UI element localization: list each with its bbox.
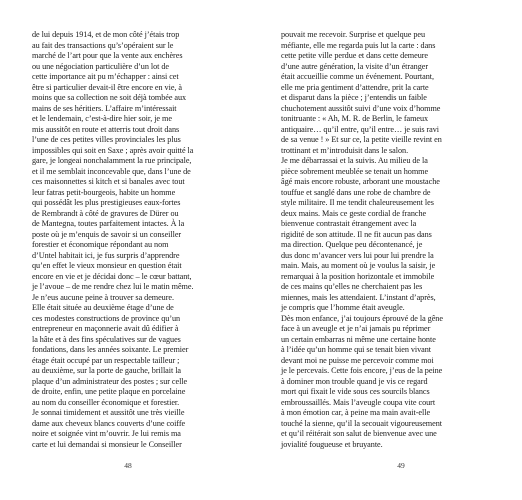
text-line: elle me pria gentiment d’attendre, prit la carte (281, 82, 429, 92)
text-line: au deuxième, sur la porte de gauche, brillait la (32, 366, 182, 375)
text-line: l’une de ces petites villes provinciales les plus (32, 135, 181, 144)
text-line: de Rembrandt à côté de gravures de Dürer ou (32, 208, 179, 218)
text-line: entrepreneur en maçonnerie avait dû édifier à (32, 324, 179, 333)
text-line: pouvait me recevoir. Surprise et quelque peu (281, 30, 425, 39)
text-line: tonitruante : « Ah, M. R. de Berlin, le fameux (281, 114, 429, 123)
text-line: mis aussitôt en route et atterris tout droit dans (32, 124, 180, 134)
text-line: de lui depuis 1914, et de mon côté j’étais trop (32, 30, 180, 39)
text-line: Dès mon enfance, j’ai toujours éprouvé de la gêne (281, 313, 443, 323)
text-line: ces modestes constructions de province qu’un (32, 313, 181, 323)
text-line: chuchotement aussitôt suivi d’une voix d’homme (281, 103, 441, 113)
text-line: de sa venue ! » Et sur ce, la petite vieille revint en (281, 135, 442, 144)
text-line: qui possédât les plus prestigieuses eaux-fortes (32, 198, 181, 207)
text-line: devant moi ne puisse me percevoir comme moi (281, 355, 434, 365)
text-line: de droite, enfin, une petite plaque en porcelaine (32, 387, 186, 396)
text-line: bienvenue contrastait étrangement avec la (281, 219, 417, 228)
text-line: encore en vie et je décidai donc – le cœur battant, (32, 271, 192, 281)
text-line: forestier et économique répondant au nom (32, 240, 169, 249)
text-line: au fait des transactions qu’s’opéraient sur le (32, 40, 174, 50)
text-line: Je sonnai timidement et aussitôt une très vieille (32, 408, 185, 417)
text-line: la hâte et à des fins spéculatives sur de vagues (32, 334, 181, 344)
text-line: âgé mais encore robuste, arborant une moustache (281, 177, 440, 186)
text-line: miennes, mais les attendaient. L’instant d’après, (281, 292, 436, 302)
text-line: Je n’eus aucune peine à trouver sa demeure. (32, 292, 174, 302)
text-line: style militaire. Il me tendit chaleureusement les (281, 198, 434, 207)
text-line: touffue et sanglé dans une robe de chambre de (281, 187, 431, 197)
right-page (261, 0, 522, 500)
text-line: un certain embarras ni même une certaine honte (281, 334, 436, 344)
text-line: de Mantegna, toutes parfaitement intactes. À la (32, 219, 185, 228)
text-line: de ces mains qu’elles ne cherchaient pas les (281, 282, 423, 291)
text-line: ces maisonnettes si kitch et si banales avec tout (32, 177, 185, 186)
text-line: moins que sa collection ne soit déjà tombée aux (32, 93, 187, 102)
text-line: et le lendemain, c’est-à-dire hier soir, je me (32, 114, 172, 123)
text-line: gare, je longeai nonchalamment la rue principale, (32, 156, 192, 165)
text-line: impossibles qui soit en Saxe ; après avoir quitté la (32, 145, 194, 155)
text-line: face à un aveugle et je n’ai jamais pu réprimer (281, 324, 431, 333)
text-line: deux mains. Mais ce geste cordial de franche (281, 208, 427, 218)
text-line: était accueillie comme un événement. Pourtant, (281, 72, 434, 81)
text-line: touché la sienne, qu’il la secouait vigoureusement (281, 418, 442, 428)
text-line: dame aux cheveux blancs couverts d’une coiffe (32, 418, 186, 428)
text-line: cette importance ait pu m’échapper : ainsi cet (32, 72, 179, 81)
text-line: qu’en effet le vieux monsieur en question était (32, 261, 182, 270)
text-line: carte et lui demandai si monsieur le Conseiller (32, 439, 182, 449)
text-line: mort qui fixait le vide sous ces sourcils blancs (281, 387, 430, 396)
left-page-number: 48 (124, 461, 132, 470)
text-line: fondations, dans les années soixante. Le premier (32, 345, 189, 354)
text-line: je l’avoue – de me rendre chez lui le matin même. (32, 282, 194, 291)
text-line: étage était occupé par un respectable tailleur ; (32, 355, 180, 365)
right-page-text (281, 30, 443, 450)
text-line: jovialité fougueuse et bruyante. (281, 439, 383, 449)
text-line: d’une autre génération, la visite d’un étranger (281, 61, 429, 71)
text-line: ou une négociation particulière d’un lot de (32, 61, 169, 71)
text-line: méfiante, elle me regarda puis lut la carte : dans (281, 40, 436, 50)
text-line: embroussaillés. Mais l’aveugle coupa vite court (281, 397, 436, 407)
text-line: main. Mais, au moment où je voulus la saisir, je (281, 261, 436, 270)
text-line: poste où je m’enquis de savoir si un conseiller (32, 229, 182, 239)
text-line: pièce sobrement meublée se tenait un homme (281, 166, 429, 176)
text-line: remarquai à la position horizontale et immobile (281, 271, 435, 281)
text-line: noire et soignée vint m’ouvrir. Je lui remis ma (32, 429, 181, 438)
text-line: Elle était située au deuxième étage d’une de (32, 303, 174, 312)
text-line: dus donc m’avancer vers lui pour lui prendre la (281, 250, 434, 260)
text-line: trottinant et m’introduisit dans le salon. (281, 145, 409, 155)
left-page-text (32, 30, 193, 450)
text-line: je compris que l’homme était aveugle. (281, 303, 405, 312)
text-line: d’Untel habitait ici, je fus surpris d’apprendre (32, 250, 180, 260)
text-line: cette petite ville perdue et dans cette demeure (281, 51, 428, 60)
text-line: mains de ses héritiers. L’affaire m’intéressait (32, 103, 177, 113)
text-line: leur fatras petit-bourgeois, habite un homme (32, 187, 176, 197)
text-line: je le percevais. Cette fois encore, j’eus de la peine (281, 366, 443, 375)
text-line: être si particulier devait-il être encore en vie, à (32, 82, 182, 92)
text-line: à dominer mon trouble quand je vis ce regard (281, 376, 428, 386)
text-line: et disparut dans la pièce ; j’entendis un faible (281, 93, 427, 102)
text-line: plaque d’un administrateur des postes ; sur celle (32, 376, 188, 386)
right-page-number: 49 (397, 461, 405, 470)
text-line: antiquaire… qu’il entre, qu’il entre… je suis ravi (281, 124, 440, 134)
text-line: et qu’il réitérait son salut de bienvenue avec une (281, 429, 437, 438)
text-line: marché de l’art pour que la vente aux enchères (32, 51, 183, 60)
text-line: et il me semblait inconcevable que, dans l’une de (32, 166, 191, 176)
text-line: au nom du conseiller économique et forestier. (32, 397, 180, 407)
text-line: à mon émotion car, à peine ma main avait-elle (281, 408, 431, 417)
text-line: à l’idée qu’un homme qui se tenait bien vivant (281, 345, 432, 354)
text-line: rigidité de son attitude. Il ne fit aucun pas dans (281, 229, 432, 239)
text-line: Je me débarrassai et la suivis. Au milieu de la (281, 156, 428, 165)
text-line: ma direction. Quelque peu décontenancé, je (281, 240, 423, 249)
